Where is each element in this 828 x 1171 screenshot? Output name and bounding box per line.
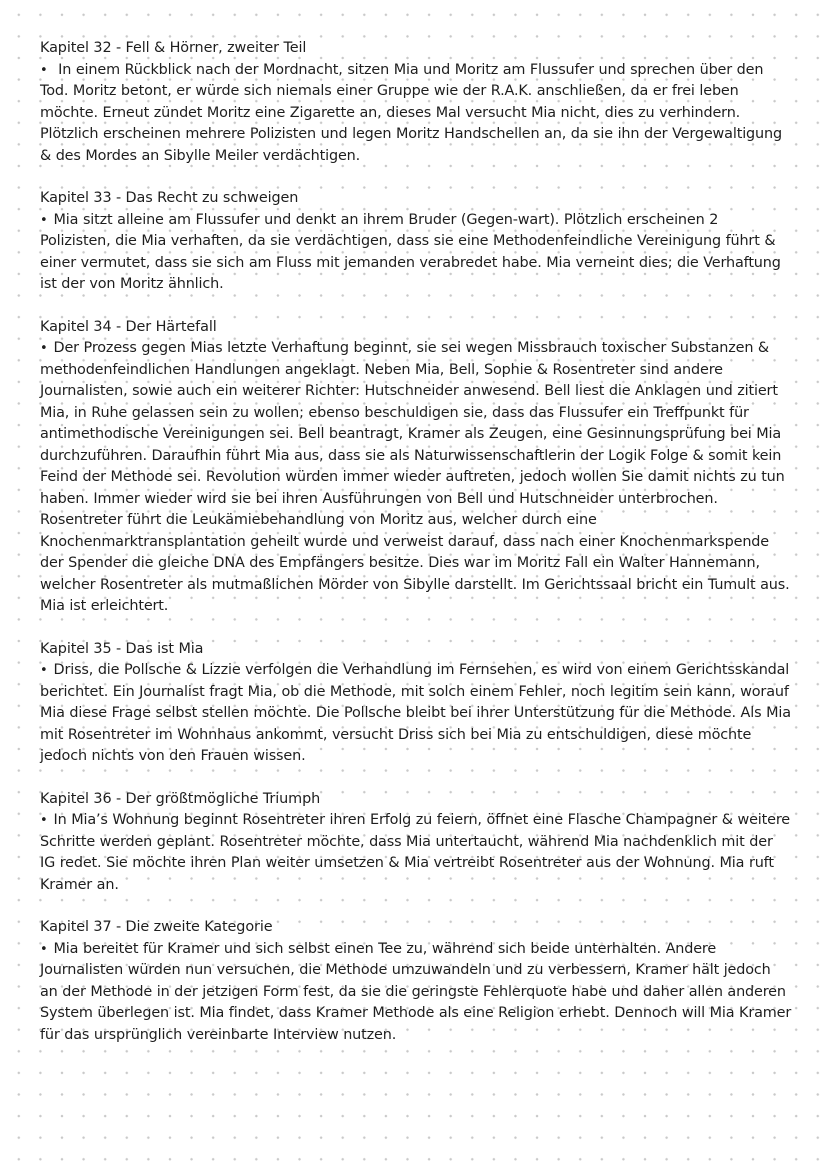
bullet-icon: • [40,62,48,78]
chapter-summary [40,939,792,1047]
chapter-text: Driss, die Pollsche & Lizzie verfolgen die Verhandlung im Fernsehen, es wird von einem Gerichtsskandal berichtet. Ein Journalist fragt Mia, ob die Methode, mit solch einem Fehler, noch legitim sein kann, worauf Mia diese Frage selbst stellen möchte. Die Pollsche bleibt bei ihrer Unterstützung für die Methode. Als Mia mit Rosentreter im Wohnhaus ankommt, versucht Driss sich bei Mia zu entschuldigen, diese möchte jedoch nichts von den Frauen wissen. [40,662,791,764]
document-page [40,38,792,1067]
chapter-summary [40,60,792,168]
chapter-text: Der Prozess gegen Mias letzte Verhaftung beginnt, sie sei wegen Missbrauch toxischer Substanzen & methodenfeindlichen Handlungen angeklagt. Neben Mia, Bell, Sophie & Rosentreter sind andere Journalisten, sowie auch ein weiterer Richter: Hutschneider anwesend. Bell liest die Anklagen und zitiert Mia, in Ruhe gelassen sein zu wollen; ebenso beschuldigen sie, dass das Flussufer ein Treffpunkt für antimethodische Vereinigungen sei. Bell beantragt, Kramer als Zeugen, eine Gesinnungsprüfung bei Mia durchzuführen. Daraufhin führt Mia aus, dass sie als Naturwissenschaftlerin der Logik Folge & somit kein Feind der Methode sei. Revolution würden immer wieder auftreten, jedoch wollen Sie damit nichts zu tun haben. Immer wieder wird sie bei ihren Ausführungen von Bell und Hutschneider unterbrochen. Rosentreter führt die Leukämiebehandlung von Moritz aus, welcher durch eine Knochenmarktransplantation geheilt wurde und verweist darauf, dass nach einer Knochenmarkspende der Spender die gleiche DNA des Empfängers besitze. Dies war im Moritz Fall ein Walter Hannemann, welcher Rosentreter als mutmaßlichen Mörder von Sibylle darstellt. Im Gerichtssaal bricht ein Tumult aus. Mia ist erleichtert. [40,340,790,614]
chapter-title: Kapitel 35 - Das ist Mia [40,640,204,657]
chapter-title: Kapitel 36 - Der größtmögliche Triumph [40,790,321,807]
chapter-title: Kapitel 37 - Die zweite Kategorie [40,919,273,935]
chapter-35 [40,639,792,768]
chapter-summary [40,210,792,296]
bullet-icon: • [40,212,48,228]
chapter-text: In Mia’s Wohnung beginnt Rosentreter ihren Erfolg zu feiern, öffnet eine Flasche Champagner & weitere Schritte werden geplant. Rosentreter möchte, dass Mia untertaucht, während Mia nachdenklich mit der IG redet. Sie möchte ihren Plan weiter umsetzen & Mia vertreibt Rosentreter aus der Wohnung. Mia ruft Kramer an. [40,812,790,893]
chapter-text: Mia bereitet für Kramer und sich selbst einen Tee zu, während sich beide unterhalten. Andere Journalisten würden nun versuchen, die Methode umzuwandeln und zu verbessern, Kramer hält jedoch an der Methode in der jetzigen Form fest, da sie die geringste Fehlerquote habe und daher allen anderen System überlegen ist. Mia findet, dass Kramer Methode als eine Religion erhebt. Dennoch will Mia Kramer für das ursprünglich vereinbarte Interview nutzen. [40,940,792,1043]
bullet-icon: • [40,941,48,957]
chapter-text: Mia sitzt alleine am Flussufer und denkt an ihrem Bruder (Gegen-wart). Plötzlich erscheinen 2 Polizisten, die Mia verhaften, da sie verdächtigen, dass sie eine Methodenfeindliche Vereinigung führt & einer vermutet, dass sie sich am Fluss mit jemanden verabredet habe. Mia verneint dies; die Verhaftung ist der von Moritz ähnlich. [40,211,781,292]
chapter-title: Kapitel 32 - Fell & Hörner, zweiter Teil [40,40,307,56]
chapter-32 [40,38,792,167]
chapter-33 [40,188,792,296]
chapter-34 [40,317,792,618]
chapter-summary [40,810,792,896]
bullet-icon: • [40,813,48,828]
chapter-title: Kapitel 34 - Der Härtefall [40,318,217,335]
chapter-summary [40,660,792,768]
chapter-37 [40,917,792,1046]
chapter-summary [40,338,792,618]
chapter-title: Kapitel 33 - Das Recht zu schweigen [40,190,299,206]
bullet-icon: • [40,341,48,356]
chapter-text: In einem Rückblick nach der Mordnacht, sitzen Mia und Moritz am Flussufer und sprechen über den Tod. Moritz betont, er würde sich niemals einer Gruppe wie der R.A.K. anschließen, da er frei leben möchte. Erneut zündet Moritz eine Zigarette an, dieses Mal versucht Mia nicht, dies zu verhindern. Plötzlich erscheinen mehrere Polizisten und legen Moritz Handschellen an, da sie ihn der Vergewaltigung & des Mordes an Sibylle Meiler verdächtigen. [40,61,782,164]
bullet-icon: • [40,663,48,678]
chapter-36 [40,789,792,897]
